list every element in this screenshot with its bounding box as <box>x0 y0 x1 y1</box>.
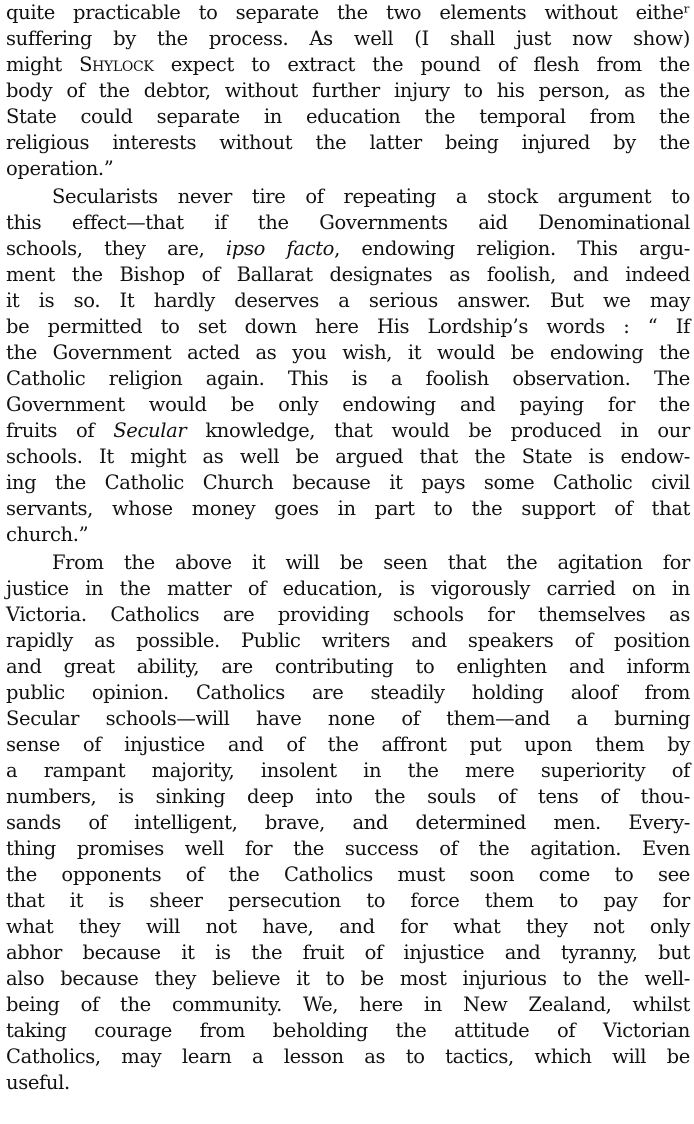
italic-phrase: ipso facto <box>225 237 335 260</box>
paragraph <box>6 550 690 1096</box>
text-line: being of the community. We, here in New Zealand, whilst <box>6 993 690 1016</box>
text-line: religious interests without the latter being injured by the <box>6 131 690 154</box>
text-line: From the above it will be seen that the agitation for <box>52 551 690 574</box>
text-line: ing the Catholic Church because it pays some Catholic civil <box>6 471 690 494</box>
text-line: public opinion. Catholics are steadily holding aloof from <box>6 681 690 704</box>
text-line: church.” <box>6 523 89 546</box>
text-line: Catholics, may learn a lesson as to tactics, which will be <box>6 1045 690 1068</box>
text-line: servants, whose money goes in part to the support of that <box>6 497 690 520</box>
text-line: useful. <box>6 1071 70 1094</box>
text-line: Catholic religion again. This is a foolish observation. The <box>6 367 690 390</box>
text-line: Government would be only endowing and paying for the <box>6 393 690 416</box>
text-line: Secularists never tire of repeating a stock argument to <box>52 185 690 208</box>
italic-phrase: Secular <box>113 419 187 442</box>
text-line: be permitted to set down here His Lordship’s words : “ If <box>6 315 690 338</box>
text-line: and great ability, are contributing to enlighten and inform <box>6 655 690 678</box>
text-line: taking courage from beholding the attitude of Victorian <box>6 1019 690 1042</box>
text-line: schools, they are, ipso facto, endowing religion. This argu- <box>6 237 691 260</box>
text-line: fruits of Secular knowledge, that would be produced in our <box>6 419 690 442</box>
text-line: rapidly as possible. Public writers and speakers of position <box>6 629 690 652</box>
text-line: the opponents of the Catholics must soon come to see <box>6 863 690 886</box>
paragraph <box>6 184 690 548</box>
text-line: abhor because it is the fruit of injustice and tyranny, but <box>6 941 690 964</box>
text-line: the Government acted as you wish, it would be endowing the <box>6 341 690 364</box>
text-line: schools. It might as well be argued that the State is endow- <box>6 445 690 468</box>
text-line: this effect—that if the Governments aid Denominational <box>6 211 690 234</box>
article-text <box>6 0 690 1096</box>
text-line: justice in the matter of education, is vigorously carried on in <box>6 577 690 600</box>
text-line: also because they believe it to be most injurious to the well- <box>6 967 690 990</box>
text-line: thing promises well for the success of the agitation. Even <box>6 837 690 860</box>
paragraph <box>6 0 690 182</box>
text-line: Victoria. Catholics are providing schools for themselves as <box>6 603 690 626</box>
text-line: quite practicable to separate the two elements without eitheʳ <box>6 1 690 24</box>
text-line: suffering by the process. As well (I shall just now show) <box>6 27 690 50</box>
text-line: State could separate in education the temporal from the <box>6 105 690 128</box>
text-line: ment the Bishop of Ballarat designates as foolish, and indeed <box>6 263 690 286</box>
text-line: numbers, is sinking deep into the souls of tens of thou- <box>6 785 690 808</box>
text-line: sands of intelligent, brave, and determined men. Every- <box>6 811 690 834</box>
text-line: that it is sheer persecution to force them to pay for <box>6 889 690 912</box>
text-line: sense of injustice and of the affront put upon them by <box>6 733 690 756</box>
text-line: operation.” <box>6 157 114 180</box>
text-line: a rampant majority, insolent in the mere superiority of <box>6 759 690 782</box>
text-line: might Shylock expect to extract the pound of flesh from the <box>6 53 690 76</box>
text-line: it is so. It hardly deserves a serious answer. But we may <box>6 289 690 312</box>
text-line: Secular schools—will have none of them—and a burning <box>6 707 690 730</box>
text-line: body of the debtor, without further injury to his person, as the <box>6 79 690 102</box>
text-line: what they will not have, and for what they not only <box>6 915 690 938</box>
small-caps-name: Shylock <box>79 53 154 76</box>
